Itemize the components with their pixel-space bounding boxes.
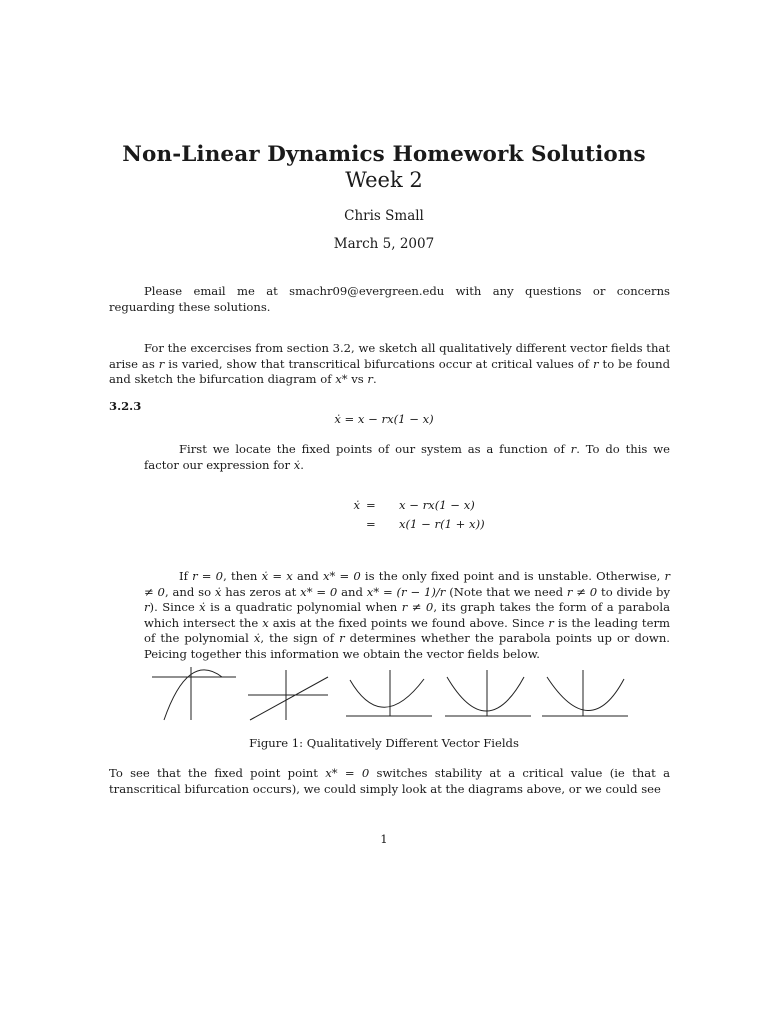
section-number: 3.2.3 bbox=[109, 399, 142, 413]
document-page: Non-Linear Dynamics Homework Solutions Week 2 Chris Small March 5, 2007 Please email me at smachr09@evergreen.edu with any questions or concerns reguarding these solutions. For the excercises from section 3.2, we sketch all qualitatively different vector fields that arise as r is varied, show that transcritical bifurcations occur at critical values of r to be found and sketch the bifurcation diagram of x* vs r. 3.2.3 ẋ = x − rx(1 − x) First we locate the fixed points of our system as a function of r. To do this we factor our expression for ẋ. ẋ = x − rx(1 − x) = x(1 − r(1 + x)) If r = 0, then ẋ = x and x* = 0 is the only fixed point and is unstable. Otherwise, r ≠ 0, and so ẋ has zeros at x* = 0 and x* = (r − 1)/r (Note that we need r ≠ 0 to divide by r). Since ẋ is a quadratic polynomial when r ≠ 0, its graph takes the form of a parabola which intersect the x axis at the fixed points we found above. Since r is the leading term of the polynomial ẋ, the sign of r determines whether the parabola points up or down. Peicing together this information we obtain the vector fields below. Figure 1: Qualitatively Different Vector Fields To see that the fixed point point x* = 0 switches stability at a critical value (ie that a transcritical bifurcation occurs), we could simply look at the diagrams above, or we could see 1 bbox=[0, 0, 768, 1024]
vector-field-panel-2 bbox=[248, 670, 328, 720]
vector-field-figure bbox=[150, 665, 630, 725]
vector-field-panel-3 bbox=[346, 670, 432, 716]
figure-caption: Figure 1: Qualitatively Different Vector Fields bbox=[249, 736, 519, 750]
document-subtitle: Week 2 bbox=[345, 168, 423, 192]
author-name: Chris Small bbox=[344, 208, 424, 224]
fixed-point-paragraph: First we locate the fixed points of our system as a function of r. To do this we factor our expression for ẋ. bbox=[144, 442, 670, 472]
email-link[interactable]: smachr09@evergreen.edu bbox=[289, 284, 445, 298]
task-paragraph: For the excercises from section 3.2, we sketch all qualitatively different vector fields that arise as r is varied, show that transcritical bifurcations occur at critical values of r to be found and sketch the bifurcation diagram of x* vs r. bbox=[109, 341, 671, 387]
vector-field-panel-4 bbox=[445, 670, 531, 716]
contact-paragraph: Please email me at smachr09@evergreen.edu with any questions or concerns reguarding these solutions. bbox=[109, 284, 670, 314]
vector-field-panel-5 bbox=[542, 670, 628, 716]
vector-field-panel-1 bbox=[152, 667, 236, 720]
page-number: 1 bbox=[380, 832, 388, 846]
main-equation: ẋ = x − rx(1 − x) bbox=[334, 412, 434, 426]
document-title: Non-Linear Dynamics Homework Solutions bbox=[122, 142, 646, 167]
analysis-paragraph: If r = 0, then ẋ = x and x* = 0 is the only fixed point and is unstable. Otherwise, r ≠ 0, and so ẋ has zeros at x* = 0 and x* = (r − 1)/r (Note that we need r ≠ 0 to divide by r). Since ẋ is a quadratic polynomial when r ≠ 0, its graph takes the form of a parabola which intersect the x axis at the fixed points we found above. Since r is the leading term of the polynomial ẋ, the sign of r determines whether the parabola points up or down. Peicing together this information we obtain the vector fields below. bbox=[144, 569, 671, 661]
closing-paragraph: To see that the fixed point point x* = 0 switches stability at a critical value (ie that a transcritical bifurcation occurs), we could simply look at the diagrams above, or we could see bbox=[109, 766, 670, 796]
document-date: March 5, 2007 bbox=[333, 236, 435, 252]
